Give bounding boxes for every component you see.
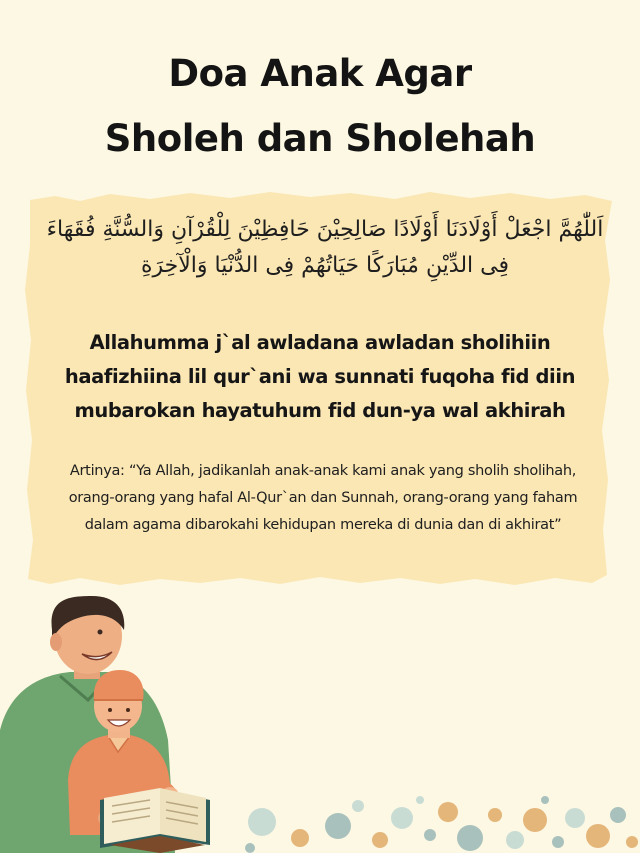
arabic-prayer-text: اَللّٰهُمَّ اجْعَلْ أَوْلَادَنَا أَوْلَادًا صَالِحِيْنَ حَافِظِيْنَ لِلْقُرْآنِ وَالسُّنَّةِ فُقَهَاءَ فِى الدِّيْنِ مُبَارَكًا حَيَاتُهُمْ فِى الدُّنْيَا وَالْآخِرَةِ bbox=[46, 217, 604, 278]
page-title-line-2: Sholeh dan Sholehah bbox=[104, 117, 536, 160]
prayer-meaning: Artinya: “Ya Allah, jadikanlah anak-anak kami anak yang sholih sholihah, orang-orang yang hafal Al-Qur`an dan Sunnah, orang-orang yang faham dalam agama dibarokahi kehidupan mereka di dunia dan di akhirat” bbox=[68, 463, 578, 533]
decorative-dots bbox=[245, 796, 638, 853]
latin-transliteration: Allahumma j`al awladana awladan sholihiin haafizhiina lil qur`ani wa sunnati fuqoha fid diin mubarokan hayatuhum fid dun-ya wal akhirah bbox=[64, 331, 576, 422]
page-title-line-1: Doa Anak Agar bbox=[168, 52, 472, 95]
